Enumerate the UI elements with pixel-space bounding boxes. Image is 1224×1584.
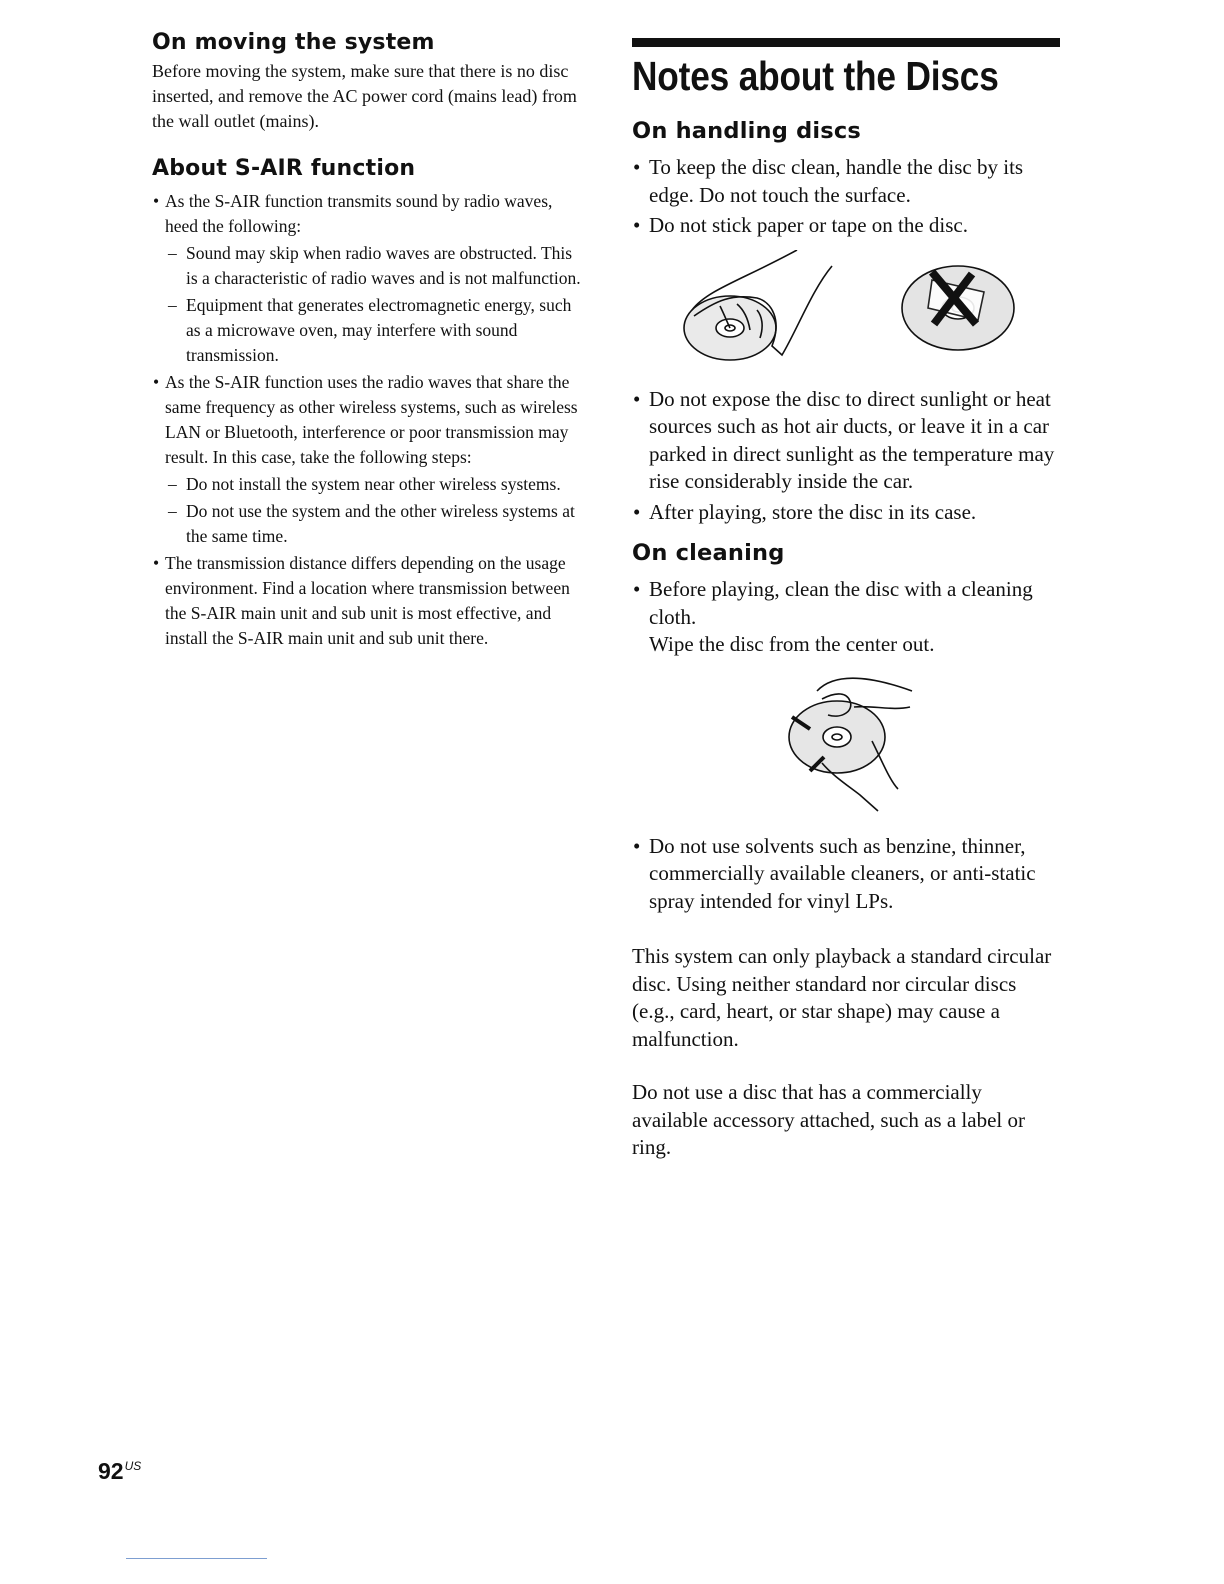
sair-dash-list-1 bbox=[165, 241, 584, 368]
page-title: Notes about the Discs bbox=[632, 53, 999, 99]
handling-list-top bbox=[632, 154, 1060, 240]
disc-held-by-edge-icon bbox=[684, 250, 832, 360]
list-item: – Equipment that generates electromagnetic energy, such as a microwave oven, may interfere with sound transmission. bbox=[165, 293, 584, 368]
page-number-value: 92 bbox=[98, 1458, 124, 1484]
moving-heading: On moving the system bbox=[152, 30, 435, 55]
cleaning-list-bottom bbox=[632, 833, 1060, 916]
disc-with-tape-crossed-icon bbox=[902, 266, 1014, 350]
page-number bbox=[98, 1458, 141, 1485]
handling-illustration bbox=[632, 250, 1060, 380]
cleaning-illustration bbox=[632, 671, 1060, 821]
sair-bullet-1: As the S-AIR function transmits sound by radio waves, heed the following: bbox=[165, 191, 553, 236]
bottom-divider bbox=[126, 1558, 267, 1559]
disc-handling-illustration bbox=[632, 250, 1060, 380]
cleaning-bullet-1: Before playing, clean the disc with a cleaning cloth. bbox=[649, 577, 1033, 629]
list-item bbox=[152, 370, 584, 549]
cleaning-heading: On cleaning bbox=[632, 540, 785, 566]
accessory-paragraph: Do not use a disc that has a commercially available accessory attached, such as a label or ring. bbox=[632, 1080, 1025, 1159]
list-item: • After playing, store the disc in its case. bbox=[632, 499, 1060, 527]
sair-list bbox=[152, 189, 584, 651]
list-item: – Sound may skip when radio waves are obstructed. This is a characteristic of radio waves and is not malfunction. bbox=[165, 241, 584, 291]
list-item: – Do not use the system and the other wireless systems at the same time. bbox=[165, 499, 584, 549]
list-item: • Do not expose the disc to direct sunlight or heat sources such as hot air ducts, or leave it in a car parked in direct sunlight as the temperature may rise considerably inside the car. bbox=[632, 386, 1060, 496]
list-item bbox=[632, 576, 1060, 659]
page-region: US bbox=[124, 1459, 142, 1473]
list-item: • Do not stick paper or tape on the disc. bbox=[632, 212, 1060, 240]
standard-disc-paragraph: This system can only playback a standard circular disc. Using neither standard nor circular discs (e.g., card, heart, or star shape) may cause a malfunction. bbox=[632, 944, 1052, 1051]
handling-list-bottom bbox=[632, 386, 1060, 527]
right-column bbox=[632, 38, 1060, 1162]
moving-text: Before moving the system, make sure that there is no disc inserted, and remove the AC power cord (mains lead) from the wall outlet (mains). bbox=[152, 61, 577, 131]
title-rule bbox=[632, 38, 1060, 47]
disc-cleaning-illustration bbox=[632, 671, 1060, 821]
disc-wiping-icon bbox=[789, 678, 912, 811]
list-item: • Do not use solvents such as benzine, thinner, commercially available cleaners, or anti-static spray intended for vinyl LPs. bbox=[632, 833, 1060, 916]
sair-bullet-3: The transmission distance differs depending on the usage environment. Find a location where transmission between the S-AIR main unit and sub unit is most effective, and install the S-AIR main unit and sub unit there. bbox=[165, 553, 570, 648]
cleaning-list-top bbox=[632, 576, 1060, 659]
list-item bbox=[152, 551, 584, 651]
list-item: • To keep the disc clean, handle the disc by its edge. Do not touch the surface. bbox=[632, 154, 1060, 209]
sair-heading: About S-AIR function bbox=[152, 156, 416, 181]
sair-bullet-2: As the S-AIR function uses the radio waves that share the same frequency as other wireless systems, such as wireless LAN or Bluetooth, interference or poor transmission may result. In this case, take the following steps: bbox=[165, 372, 578, 467]
handling-heading: On handling discs bbox=[632, 118, 862, 144]
cleaning-bullet-1-sub: Wipe the disc from the center out. bbox=[649, 632, 935, 656]
left-column bbox=[152, 30, 584, 653]
list-item: – Do not install the system near other wireless systems. bbox=[165, 472, 584, 497]
list-item bbox=[152, 189, 584, 368]
sair-dash-list-2 bbox=[165, 472, 584, 549]
